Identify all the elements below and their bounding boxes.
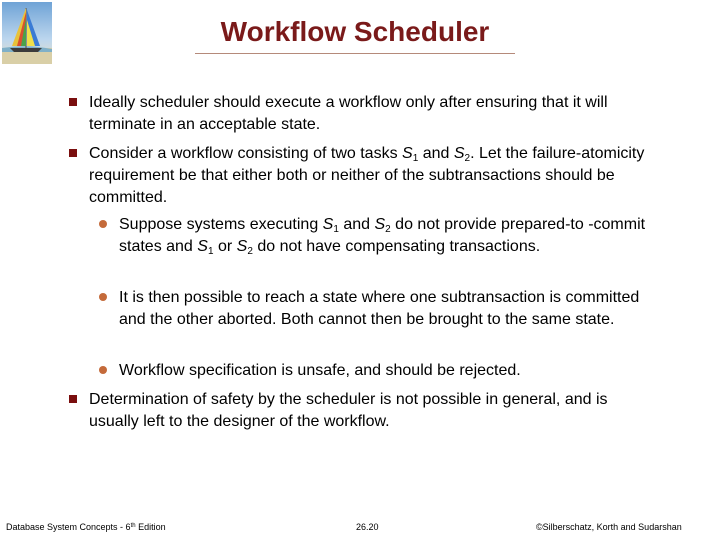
bullet-square-icon <box>69 395 77 403</box>
footer-book-title: Database System Concepts - 6th Edition <box>6 522 166 532</box>
bullet-square-icon <box>69 98 77 106</box>
bullet-dot-icon <box>99 293 107 301</box>
bullet-square-icon <box>69 149 77 157</box>
bullet-2-text: Consider a workflow consisting of two tasks $S_1$ and $S_2$. Let the failure-atomicity requirement be that either both or neither of the subtransactions should be committed. <box>89 145 645 206</box>
sailboat-icon <box>2 2 52 64</box>
bullet-1-text: Ideally scheduler should execute a workflow only after ensuring that it will terminate in an acceptable state. <box>89 94 608 133</box>
title-underline <box>195 53 515 54</box>
subbullet-3-text: Workflow specification is unsafe, and should be rejected. <box>119 362 521 379</box>
footer-page-number: 26.20 <box>356 522 379 532</box>
bullet-dot-icon <box>99 366 107 374</box>
subbullet-2-text: It is then possible to reach a state where one subtransaction is committed and the other aborted. Both cannot then be brought to the same state. <box>119 289 640 328</box>
title-area <box>195 14 515 54</box>
bullet-3-text: Determination of safety by the scheduler is not possible in general, and is usually left to the designer of the workflow. <box>89 391 608 430</box>
sailboat-logo-image <box>2 2 52 64</box>
footer-copyright: ©Silberschatz, Korth and Sudarshan <box>536 522 682 532</box>
bullet-dot-icon <box>99 220 107 228</box>
subbullet-1-text: Suppose systems executing $S_1$ and $S_2$ do not provide prepared-to -commit states and $S_1$ or $S_2$ do not have compensating transactions. <box>119 216 646 257</box>
slide-title: Workflow Scheduler <box>220 16 490 47</box>
